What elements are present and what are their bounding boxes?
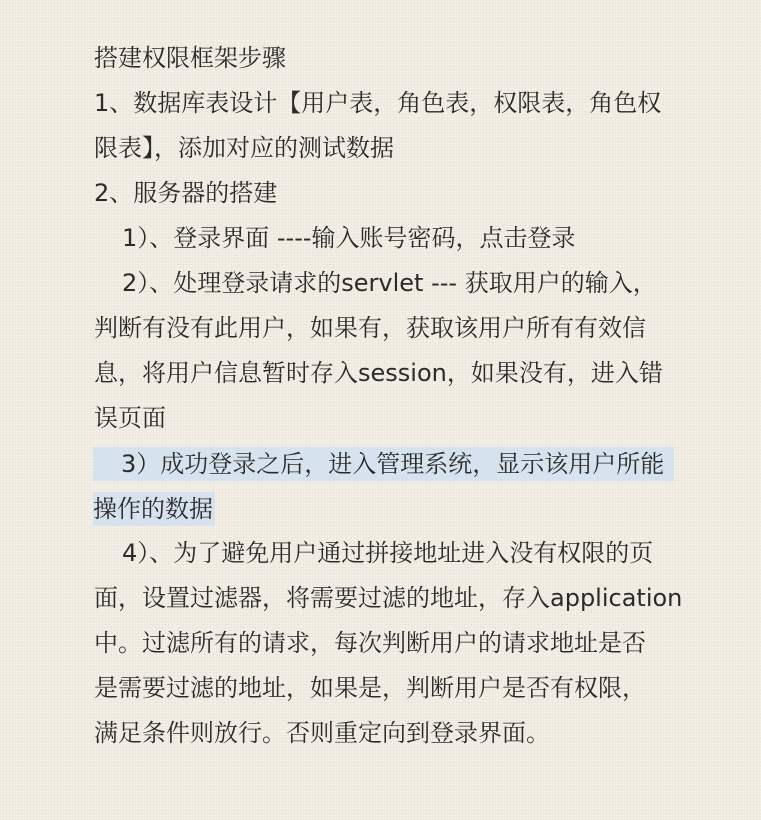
text-line: 息，将用户信息暂时存入session，如果没有，进入错 — [94, 359, 663, 387]
text-line: 1、数据库表设计【用户表，角色表，权限表，角色权 — [94, 89, 662, 117]
heading-line: 搭建权限框架步骤 — [94, 44, 286, 72]
text-line: 限表】，添加对应的测试数据 — [94, 134, 394, 162]
text-line: 1）、登录界面 ----输入账号密码，点击登录 — [122, 224, 576, 252]
selected-text[interactable]: 3）成功登录之后，进入管理系统，显示该用户所能 — [93, 447, 674, 481]
text-line: 4）、为了避免用户通过拼接地址进入没有权限的页 — [122, 539, 654, 567]
text-line: 2）、处理登录请求的servlet --- 获取用户的输入， — [122, 269, 657, 297]
text-line: 2、服务器的搭建 — [94, 179, 278, 207]
text-line: 面，设置过滤器，将需要过滤的地址，存入application — [94, 584, 683, 612]
selected-text[interactable]: 操作的数据 — [93, 492, 215, 526]
highlighted-line[interactable] — [94, 486, 734, 531]
text-line: 满足条件则放行。否则重定向到登录界面。 — [94, 719, 550, 747]
text-line: 误页面 — [94, 404, 166, 432]
highlighted-line[interactable] — [94, 441, 734, 486]
text-line: 是需要过滤的地址，如果是，判断用户是否有权限， — [94, 674, 646, 702]
text-line: 中。过滤所有的请求，每次判断用户的请求地址是否 — [94, 629, 646, 657]
text-line: 判断有没有此用户，如果有，获取该用户所有有效信 — [94, 314, 646, 342]
document-body — [94, 36, 734, 756]
